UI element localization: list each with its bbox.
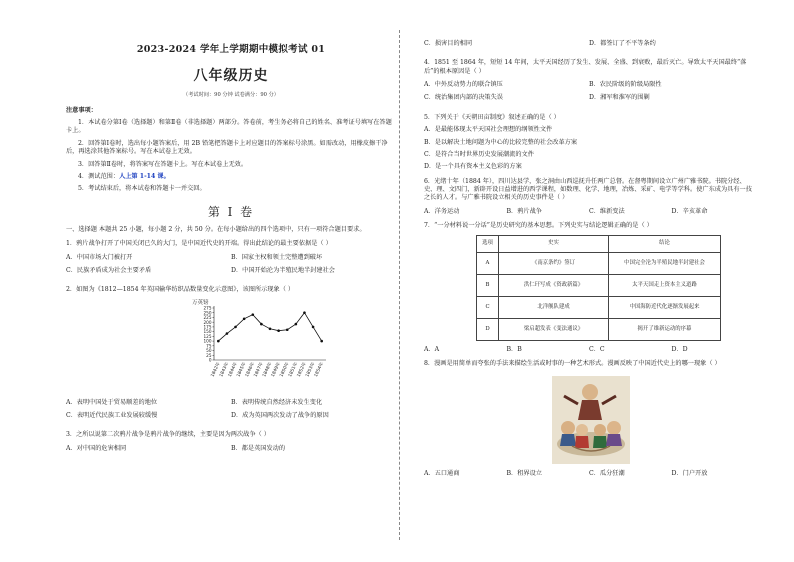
note-item: 3．回答第Ⅱ卷时，将答案写在答题卡上。写在本试卷上无效。 <box>78 160 248 168</box>
chart-y-tick-label: 200 <box>203 319 212 325</box>
chart-point <box>320 339 323 342</box>
table-header: 史实 <box>499 236 609 252</box>
table-cell: C <box>477 296 499 318</box>
subject-title: 八年级历史 <box>193 67 269 84</box>
table-cell: 中国完全沦为半殖民地半封建社会 <box>609 252 721 274</box>
chart-y-tick-label: 50 <box>206 347 212 353</box>
option-a[interactable]: A．是最能体现太平天国社会理想的纲领性文件 <box>424 126 553 134</box>
option-c[interactable]: C．是符合当时世界历史发展潮流的文件 <box>424 150 534 158</box>
option-b[interactable]: B．都是英国发动的 <box>231 444 286 452</box>
question-stem: 1．鸦片战争打开了中国关闭已久的大门，是中国近代史的开端。得出此结论的最主要依据是（ ） <box>66 240 332 248</box>
chart-point <box>269 327 272 330</box>
left-column <box>66 36 396 458</box>
table-cell: 太平天国走上资本主义道路 <box>609 274 721 296</box>
option-a[interactable]: A．A <box>424 345 440 353</box>
note-item <box>66 173 396 181</box>
chart-point <box>251 313 254 316</box>
table-header: 结论 <box>609 236 721 252</box>
question-options <box>66 445 396 458</box>
note-item: 1．本试卷分第Ⅰ卷（选择题）和第Ⅱ卷（非选择题）两部分。答卷前，考生务必将自己的姓名、准考证号填写在答题卡上。 <box>66 119 392 135</box>
option-c[interactable]: C．民族矛盾成为社会主要矛盾 <box>66 266 152 274</box>
option-a[interactable]: A．中外反动势力的联合镇压 <box>424 81 503 89</box>
chart-y-tick-label: 150 <box>203 328 212 334</box>
table-cell: 中国海防近代化逐渐发展起来 <box>609 296 721 318</box>
question-5 <box>424 114 754 172</box>
option-a[interactable]: A．五口通商 <box>424 470 460 478</box>
question-stem: 8．漫画是用简单而夸张的手法来描绘生活或时事的一种艺术形式。漫画反映了中国近代史上的哪一现象（ ） <box>424 360 721 368</box>
option-a[interactable]: A．中国市场大门被打开 <box>66 253 133 261</box>
question-2 <box>66 286 396 425</box>
question-options <box>66 399 396 426</box>
question-options <box>424 470 754 478</box>
question-8 <box>424 360 754 479</box>
option-a[interactable]: A．洋务运动 <box>424 207 460 215</box>
option-c[interactable]: C．表明近代民族工业发展较缓慢 <box>66 411 158 419</box>
chart-series-line <box>218 312 321 340</box>
question-1 <box>66 240 396 280</box>
chart-point <box>217 339 220 342</box>
table-cell: 梁启超发表《变法通议》 <box>499 318 609 340</box>
question-3-continued <box>424 40 754 53</box>
chart-y-tick-label: 25 <box>206 352 212 358</box>
option-d[interactable]: D．中国开始沦为半殖民地半封建社会 <box>231 266 335 274</box>
chart-y-tick-label: 225 <box>203 314 212 320</box>
option-b[interactable]: B．表明传统自然经济未发生变化 <box>231 398 323 406</box>
table-cell: 洪仁玕写成《资政新篇》 <box>499 274 609 296</box>
question-stem: 2．如图为《1812—1854 年英国输华纺织品数量变化示意图》，该图所示现象（ ） <box>66 286 295 294</box>
table-header: 选项 <box>477 236 499 252</box>
table-row <box>477 318 721 340</box>
question-options <box>66 254 396 281</box>
chart-y-tick-label: 0 <box>208 357 212 363</box>
chart-x-tick-label: 1850年 <box>279 361 291 378</box>
question-6 <box>424 178 754 216</box>
option-d[interactable]: D．都签订了不平等条约 <box>589 40 656 47</box>
chart-ylabel: 万英镑 <box>192 299 209 306</box>
question-options <box>424 208 754 216</box>
section-intro: 一、选择题 本题共 25 小题，每小题 2 分，共 50 分。在每小题给出的四个选项中，只有一项符合题目要求。 <box>66 225 366 233</box>
question-4 <box>424 59 754 107</box>
table-row <box>477 274 721 296</box>
table-cell: 北洋舰队建成 <box>499 296 609 318</box>
table-row <box>477 252 721 274</box>
option-c[interactable]: C．维新变法 <box>589 207 625 215</box>
exam-meta: （考试时间：90 分钟 试卷满分：90 分） <box>183 91 279 98</box>
chart-x-tick-label: 1844年 <box>227 361 239 378</box>
option-c[interactable]: C．统治集团内部的决策失误 <box>424 94 503 102</box>
option-b[interactable]: B．租界设立 <box>506 470 542 478</box>
question-stem: 4．1851 至 1864 年，短短 14 年间，太平天国经历了发生、发展、全盛、到衰败，最后灭亡。导致太平天国最终“落后”的根本原因是（ ） <box>424 59 747 75</box>
chart-x-tick-label: 1851年 <box>288 361 300 378</box>
option-a[interactable]: A．对中国的危害相同 <box>66 444 127 452</box>
question-options <box>424 126 754 171</box>
option-d[interactable]: D．成为英国两次发动了战争的原因 <box>231 411 329 419</box>
chart-point <box>226 332 229 335</box>
table-cell: 揭开了维新运动的序幕 <box>609 318 721 340</box>
chart-y-tick-label: 100 <box>203 338 212 344</box>
option-b[interactable]: B．B <box>506 345 522 353</box>
question-3 <box>66 431 396 458</box>
chart-point <box>260 322 263 325</box>
chart-x-tick-label: 1848年 <box>262 361 274 378</box>
table-header-row <box>477 236 721 252</box>
chart-x-tick-label: 1854年 <box>313 361 326 378</box>
right-column <box>424 40 754 479</box>
chart-point <box>303 311 306 314</box>
chart-point <box>243 317 246 320</box>
chart-point <box>234 325 237 328</box>
notes-title: 注意事项： <box>66 106 97 114</box>
textile-chart <box>190 298 330 394</box>
chart-y-tick-label: 250 <box>203 309 212 315</box>
option-b[interactable]: B．是以解决土地问题为中心的比较完整的社会改革方案 <box>424 138 578 146</box>
chart-x-tick-label: 1842年 <box>210 361 222 378</box>
option-b[interactable]: B．农民阶级的阶级局限性 <box>589 81 662 89</box>
option-c[interactable]: C．C <box>589 345 605 353</box>
question-stem: 6．光绪十年（1884 年），四川达县学，张之洞由山西巡抚升任两广总督。在督粤期间设立广州广雅书院。书院分经、史、理、文四门，新辟开设日益增进的西学课程，如数理、化学、地理，冶炼、采矿、电学等学科。使广东成为具有一技之长的人才。与广雅书院设立相关的历史事件是（ ） <box>424 177 752 202</box>
table-cell: D <box>477 318 499 340</box>
chart-x-tick-label: 1846年 <box>244 361 257 378</box>
chart-y-tick-label: 125 <box>203 333 212 339</box>
question-options <box>424 346 754 354</box>
chart-point <box>277 329 280 332</box>
question-7 <box>424 222 754 354</box>
option-d[interactable]: D．辛亥革命 <box>671 207 708 215</box>
note-item: 5．考试结束后，将本试卷和答题卡一并交回。 <box>78 185 206 193</box>
option-d[interactable]: D．门户开放 <box>671 470 708 478</box>
evidence-table <box>476 235 721 340</box>
volume-title: 第 Ⅰ 卷 <box>207 204 255 219</box>
option-d[interactable]: D．湘军和淮军的围剿 <box>589 94 650 102</box>
chart-y-tick-label: 75 <box>206 342 212 348</box>
question-options <box>424 81 754 108</box>
chart-point <box>286 328 289 331</box>
option-a[interactable]: A．表明中国处于贸易顺差的地位 <box>66 398 158 406</box>
chart-point <box>312 325 315 328</box>
option-d[interactable]: D．是一个具有资本主义色彩的方案 <box>424 163 522 171</box>
question-stem: 7．“一分材料说一分话”是历史研究的基本思想。下列史实与结论逻辑正确的是（ ） <box>424 222 653 230</box>
option-b[interactable]: B．国家主权和领土完整遭到破坏 <box>231 253 323 261</box>
table-cell: B <box>477 274 499 296</box>
table-cell: 《南京条约》签订 <box>499 252 609 274</box>
chart-y-tick-label: 175 <box>203 324 212 330</box>
chart-y-tick-label: 275 <box>203 305 212 311</box>
option-c[interactable]: C．损害目的相同 <box>424 40 473 47</box>
question-stem: 5．下列关于《天朝田亩制度》叙述正确的是（ ） <box>424 113 560 121</box>
option-c[interactable]: C．瓜分狂潮 <box>589 470 625 478</box>
option-b[interactable]: B．鸦片战争 <box>506 207 542 215</box>
chart-x-tick-label: 1853年 <box>305 361 317 378</box>
line-chart-svg <box>190 298 330 394</box>
chart-x-tick-label: 1843年 <box>219 361 231 378</box>
chart-x-tick-label: 1849年 <box>270 361 282 378</box>
option-d[interactable]: D．D <box>671 345 688 353</box>
exam-title: 2023-2024 学年上学期期中模拟考试 01 <box>136 44 326 55</box>
note-range-label: 4．测试范围： <box>78 172 120 180</box>
question-stem: 3．之所以说第二次鸦片战争是鸦片战争的继续，主要是因为两次战争（ ） <box>66 431 270 439</box>
column-divider <box>399 30 400 540</box>
cartoon-illustration <box>552 376 630 464</box>
chart-point <box>295 322 298 325</box>
chart-x-tick-label: 1845年 <box>236 361 248 378</box>
table-row <box>477 296 721 318</box>
table-cell: A <box>477 252 499 274</box>
note-range-highlight: 人上第 1-14 课。 <box>119 172 170 180</box>
chart-x-tick-label: 1852年 <box>296 361 308 378</box>
note-item: 2．回答第Ⅰ卷时，选出每小题答案后，用 2B 铅笔把答题卡上对应题目的答案标号涂黑。如需改动，用橡皮擦干净后，再选涂其他答案标号。写在本试卷上无效。 <box>66 139 388 156</box>
cartoon-image <box>552 376 630 464</box>
chart-x-tick-label: 1847年 <box>253 361 265 378</box>
